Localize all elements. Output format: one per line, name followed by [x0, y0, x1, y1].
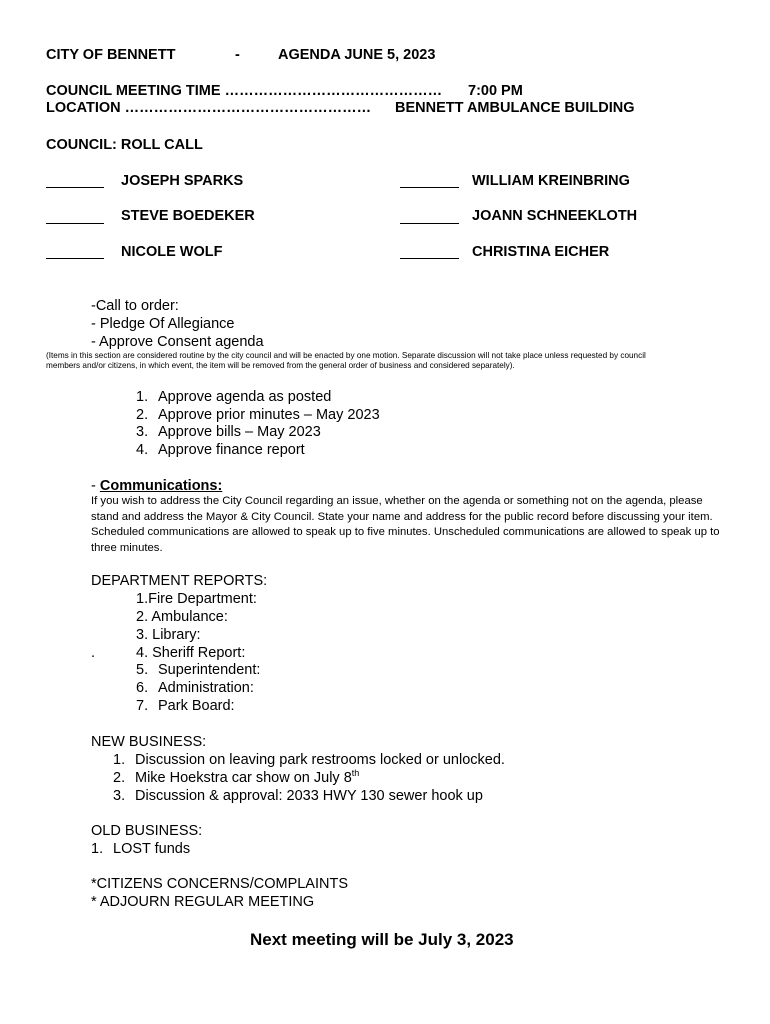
list-item: 3. Library: — [136, 627, 201, 643]
list-item: 1.Fire Department: — [136, 591, 257, 607]
council-member: NICOLE WOLF — [121, 244, 223, 260]
council-member: WILLIAM KREINBRING — [472, 173, 630, 189]
list-item: 1. Discussion on leaving park restrooms locked or unlocked. — [113, 752, 505, 768]
council-member: JOANN SCHNEEKLOTH — [472, 208, 638, 224]
location-value: BENNETT AMBULANCE BUILDING — [395, 100, 635, 116]
old-business-heading: OLD BUSINESS: — [91, 823, 203, 839]
list-item: 3. Approve bills – May 2023 — [136, 424, 321, 440]
list-item: 4. Sheriff Report: — [136, 645, 246, 661]
list-item: 2. Ambulance: — [136, 609, 228, 625]
council-member: STEVE BOEDEKER — [121, 208, 255, 224]
council-member: JOSEPH SPARKS — [121, 173, 244, 189]
consent-note-line2: members and/or citizens, in which event, the item will be removed from the general order of business and considered separately). — [46, 361, 515, 370]
meeting-time-value: 7:00 PM — [468, 83, 523, 99]
roll-call-blank — [400, 258, 459, 259]
list-item: 7. Park Board: — [136, 698, 235, 714]
roll-call-blank — [46, 223, 104, 224]
department-reports-heading: DEPARTMENT REPORTS: — [91, 573, 268, 589]
roll-call-blank — [400, 187, 459, 188]
consent-note-line1: (Items in this section are considered routine by the city council and will be enacted by one motion. Separate discussion will not take place unless requested by council — [46, 351, 646, 360]
communications-heading: - Communications: — [91, 478, 223, 494]
next-meeting: Next meeting will be July 3, 2023 — [250, 930, 514, 949]
call-to-order: -Call to order: — [91, 298, 179, 314]
header-dash: - — [235, 47, 240, 63]
meeting-time-label: COUNCIL MEETING TIME ……………………………………… — [46, 83, 443, 99]
list-item: 1. LOST funds — [91, 841, 191, 857]
communications-text: If you wish to address the City Council regarding an issue, whether on the agenda or something not on the agenda, please stand and address the Mayor & City Council. State your name and address for the public record before discussing your item. Scheduled communications are allowed to speak up to five minutes. Unscheduled communications are allowed to speak up to three minutes. — [91, 495, 720, 554]
roll-call-heading: COUNCIL: ROLL CALL — [46, 137, 203, 153]
roll-call-blank — [46, 258, 104, 259]
list-item: 2. Mike Hoekstra car show on July 8th — [113, 768, 360, 786]
pledge-of-allegiance: - Pledge Of Allegiance — [91, 316, 235, 332]
city-name: CITY OF BENNETT — [46, 47, 176, 63]
adjourn-meeting: * ADJOURN REGULAR MEETING — [91, 894, 315, 910]
agenda-date: AGENDA JUNE 5, 2023 — [278, 47, 436, 63]
stray-dot: . — [91, 645, 96, 661]
citizens-concerns: *CITIZENS CONCERNS/COMPLAINTS — [91, 876, 348, 892]
list-item: 3. Discussion & approval: 2033 HWY 130 sewer hook up — [113, 788, 483, 804]
list-item: 5. Superintendent: — [136, 662, 261, 678]
list-item: 6. Administration: — [136, 680, 254, 696]
roll-call-blank — [46, 187, 104, 188]
new-business-heading: NEW BUSINESS: — [91, 734, 207, 750]
roll-call-blank — [400, 223, 459, 224]
council-member: CHRISTINA EICHER — [472, 244, 610, 260]
approve-consent-agenda: - Approve Consent agenda — [91, 334, 264, 350]
list-item: 2. Approve prior minutes – May 2023 — [136, 407, 380, 423]
location-label: LOCATION …………………………………………… — [46, 100, 372, 116]
list-item: 4. Approve finance report — [136, 442, 305, 458]
list-item: 1. Approve agenda as posted — [136, 389, 332, 405]
